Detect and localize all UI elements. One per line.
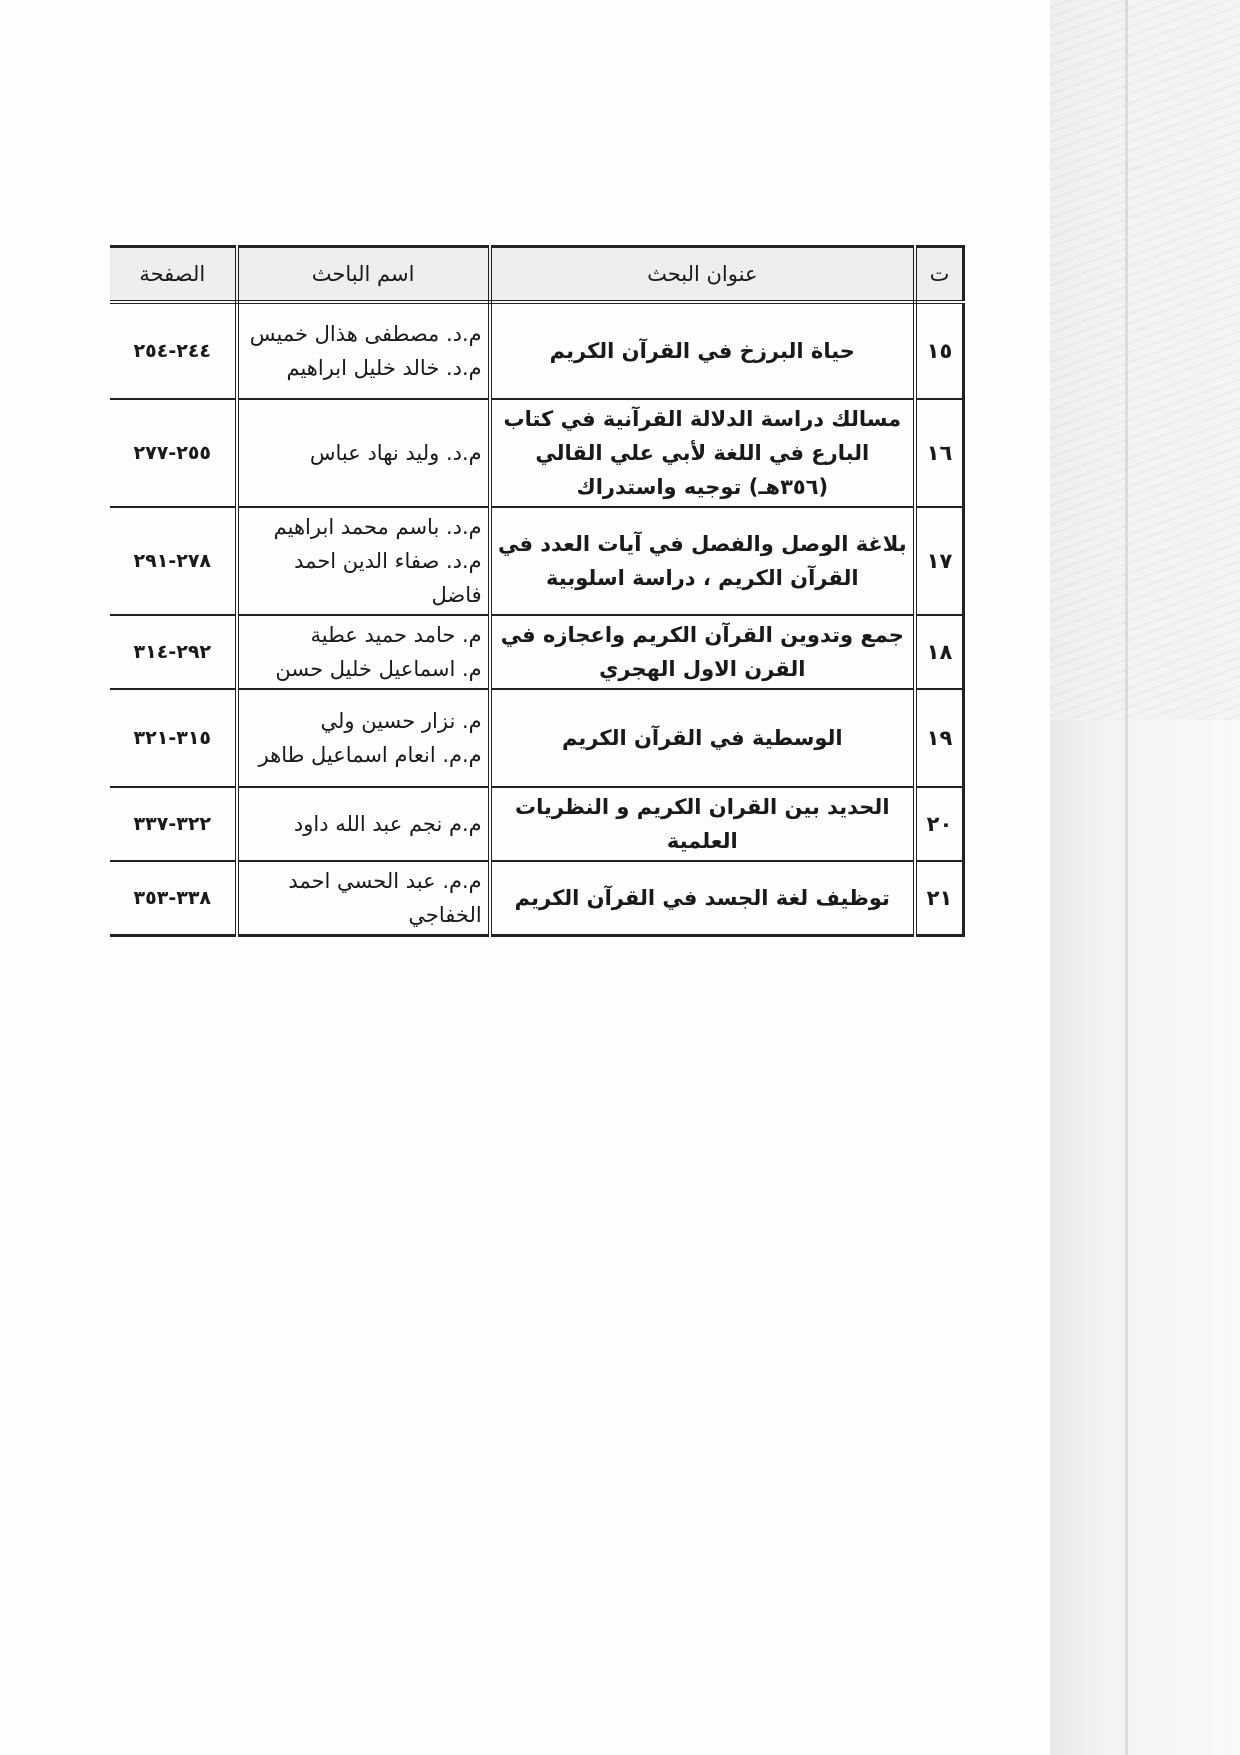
author-name: م. نزار حسين ولي — [320, 709, 482, 733]
row-authors — [237, 302, 490, 399]
page-curl-texture — [1050, 0, 1240, 720]
header-number: ت — [915, 247, 964, 303]
table-row — [110, 787, 964, 861]
row-pages: ٣٣٨-٣٥٣ — [110, 861, 237, 936]
row-authors — [237, 507, 490, 615]
author-name: م.د. مصطفى هذال خميس — [249, 322, 482, 346]
row-pages: ٢٤٤-٢٥٤ — [110, 302, 237, 399]
row-authors — [237, 787, 490, 861]
row-number: ٢٠ — [915, 787, 964, 861]
row-pages: ٢٥٥-٢٧٧ — [110, 399, 237, 507]
table-row — [110, 399, 964, 507]
row-number: ١٩ — [915, 689, 964, 787]
author-name: م.د. وليد نهاد عباس — [309, 441, 482, 465]
row-number: ١٦ — [915, 399, 964, 507]
row-pages: ٣٢٢-٣٣٧ — [110, 787, 237, 861]
author-name: م. اسماعيل خليل حسن — [275, 657, 482, 681]
table-header-row — [110, 247, 964, 303]
row-authors — [237, 399, 490, 507]
row-number: ٢١ — [915, 861, 964, 936]
table-row — [110, 861, 964, 936]
row-authors — [237, 861, 490, 936]
row-title: الحديد بين القران الكريم و النظريات العلمية — [490, 787, 915, 861]
table-row — [110, 302, 964, 399]
table-row — [110, 615, 964, 689]
row-pages: ٣١٥-٣٢١ — [110, 689, 237, 787]
row-title: بلاغة الوصل والفصل في آيات العدد في القرآن الكريم ، دراسة اسلوبية — [490, 507, 915, 615]
row-title: حياة البرزخ في القرآن الكريم — [490, 302, 915, 399]
author-name: م.د. باسم محمد ابراهيم — [273, 515, 482, 539]
row-pages: ٢٧٨-٢٩١ — [110, 507, 237, 615]
row-number: ١٨ — [915, 615, 964, 689]
row-title: جمع وتدوين القرآن الكريم واعجازه في القرن الاول الهجري — [490, 615, 915, 689]
table-row — [110, 689, 964, 787]
row-title: توظيف لغة الجسد في القرآن الكريم — [490, 861, 915, 936]
row-authors — [237, 689, 490, 787]
author-name: م. حامد حميد عطية — [310, 623, 482, 647]
author-name: م.د. خالد خليل ابراهيم — [286, 356, 482, 380]
page-fold-line — [1125, 0, 1128, 1755]
author-name: م.د. صفاء الدين احمد فاضل — [294, 549, 482, 607]
header-pages: الصفحة — [110, 247, 237, 303]
header-author: اسم الباحث — [237, 247, 490, 303]
row-authors — [237, 615, 490, 689]
author-name: م.م نجم عبد الله داود — [293, 812, 482, 836]
author-name: م.م. انعام اسماعيل طاهر — [258, 743, 482, 767]
row-title: مسالك دراسة الدلالة القرآنية في كتاب البارع في اللغة لأبي علي القالي (٣٥٦هـ) توجيه واستدراك — [490, 399, 915, 507]
table-of-contents — [110, 245, 965, 937]
row-title: الوسطية في القرآن الكريم — [490, 689, 915, 787]
row-number: ١٧ — [915, 507, 964, 615]
row-number: ١٥ — [915, 302, 964, 399]
author-name: م.م. عبد الحسي احمد الخفاجي — [288, 869, 482, 927]
table-row — [110, 507, 964, 615]
row-pages: ٢٩٢-٣١٤ — [110, 615, 237, 689]
header-title: عنوان البحث — [490, 247, 915, 303]
